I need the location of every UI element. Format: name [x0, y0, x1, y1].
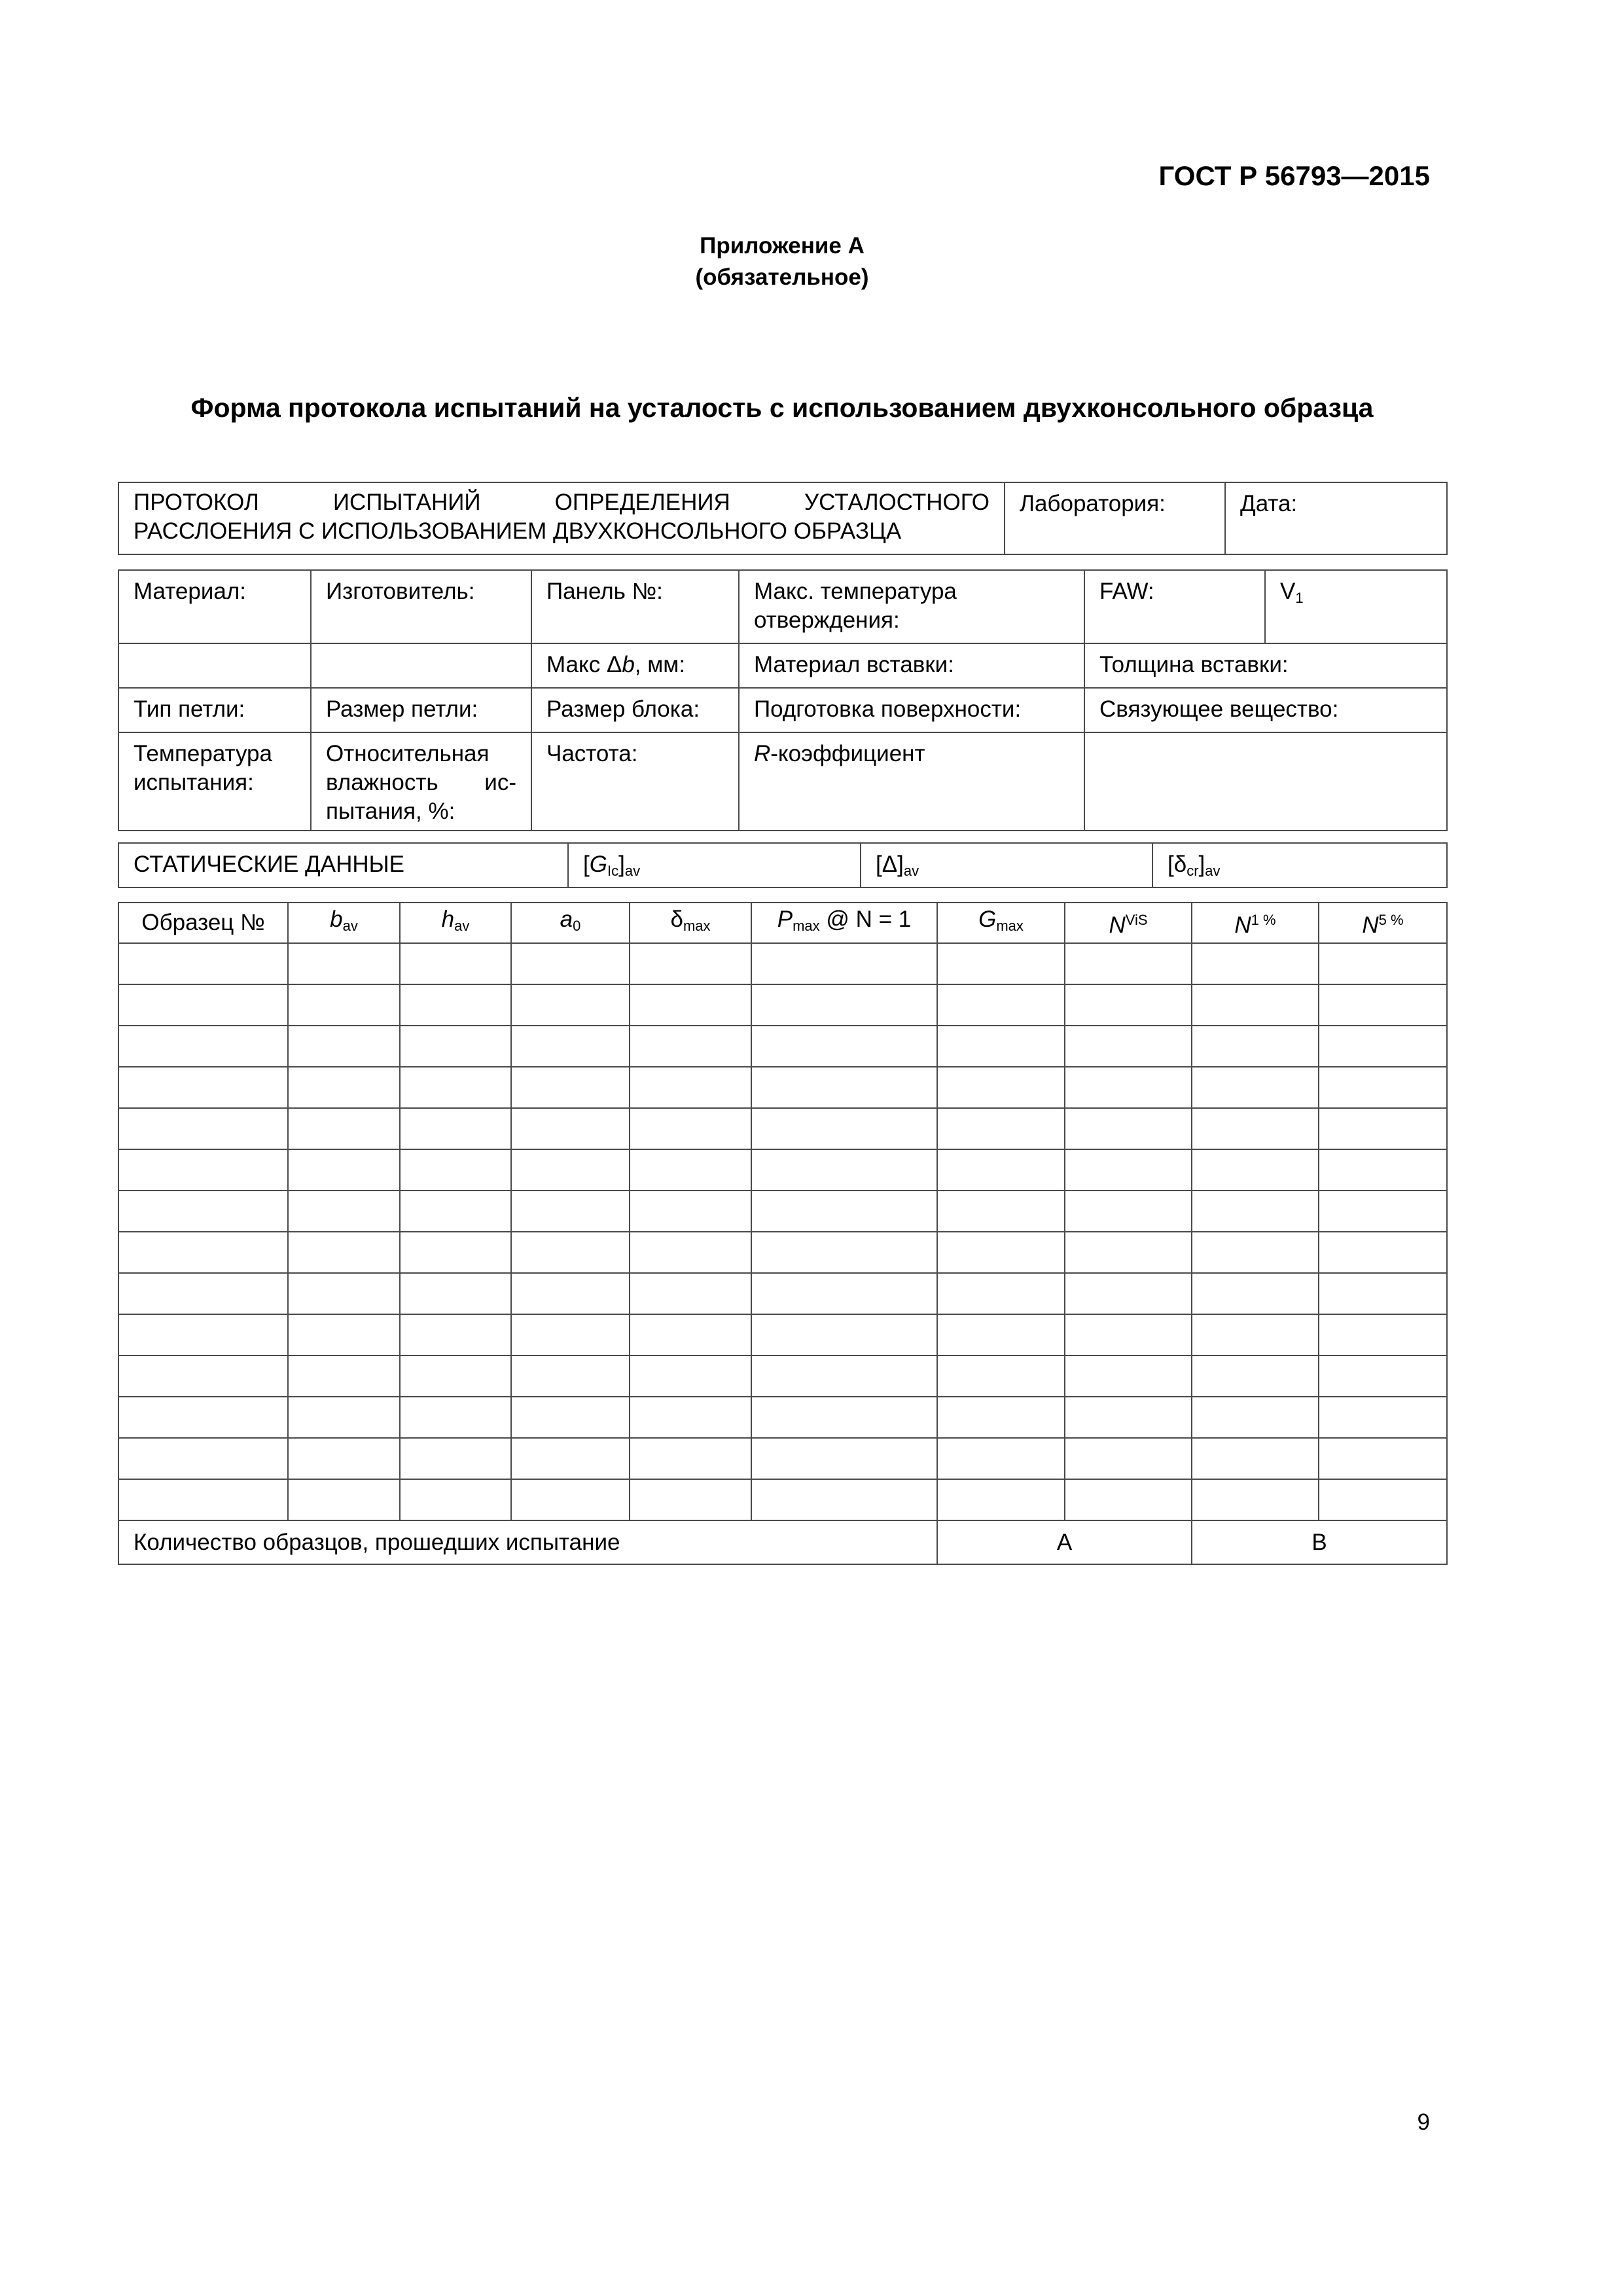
bracket-close: ] [1198, 852, 1205, 877]
specimen-cell[interactable] [118, 1273, 288, 1314]
delta-cr-av-field[interactable] [1152, 843, 1447, 888]
specimen-cell[interactable] [1192, 1273, 1319, 1314]
specimen-cell[interactable] [511, 984, 630, 1026]
specimen-cell[interactable] [937, 1149, 1065, 1191]
specimen-cell[interactable] [630, 1438, 751, 1479]
specimen-cell[interactable] [751, 1191, 937, 1232]
n-variable: N [1109, 912, 1126, 938]
specimen-row [118, 1355, 1447, 1397]
specimen-cell[interactable] [937, 1355, 1065, 1397]
specimen-cell[interactable] [630, 1108, 751, 1149]
specimen-row [118, 1273, 1447, 1314]
v1-label: V [1280, 579, 1296, 604]
col-b-av [288, 903, 400, 943]
specimen-cell[interactable] [1319, 1026, 1447, 1067]
col-delta-max [630, 903, 751, 943]
n-variable: N [1234, 912, 1251, 938]
specimen-cell[interactable] [1065, 1191, 1192, 1232]
specimens-footer-row [118, 1520, 1447, 1564]
specimen-cell[interactable] [1192, 1067, 1319, 1108]
appendix-type: (обязательное) [695, 264, 869, 290]
specimen-cell[interactable] [288, 1149, 400, 1191]
specimen-cell[interactable] [751, 1273, 937, 1314]
specimen-cell[interactable] [937, 943, 1065, 984]
av-subscript: av [624, 863, 641, 879]
v1-field[interactable] [1265, 570, 1447, 643]
specimen-cell[interactable] [751, 1067, 937, 1108]
specimen-cell[interactable] [288, 1273, 400, 1314]
g-variable: G [978, 906, 997, 932]
col-a0 [511, 903, 630, 943]
specimen-cell[interactable] [1192, 943, 1319, 984]
specimen-row [118, 1191, 1447, 1232]
specimen-cell[interactable] [511, 1108, 630, 1149]
hinge-type-field[interactable]: Тип петли: [118, 688, 311, 732]
form-title: Форма протокола испытаний на усталость с использованием двухконсольного образца [190, 393, 1374, 423]
block-size-field[interactable]: Размер блока: [531, 688, 739, 732]
h-subscript: av [454, 918, 470, 934]
av-subscript: av [1205, 863, 1221, 879]
empty-cell[interactable] [118, 643, 311, 688]
appendix-heading [0, 230, 1564, 293]
specimen-cell[interactable] [937, 1438, 1065, 1479]
v1-subscript: 1 [1295, 590, 1304, 606]
specimen-cell[interactable] [400, 1149, 511, 1191]
hinge-size-field[interactable]: Размер петли: [311, 688, 531, 732]
specimen-cell[interactable] [751, 1314, 937, 1355]
delta-bracket: [Δ] [876, 852, 904, 877]
specimen-cell[interactable] [1065, 1026, 1192, 1067]
specimen-cell[interactable] [288, 1232, 400, 1273]
panel-number-field[interactable]: Панель №: [531, 570, 739, 643]
specimen-row [118, 1067, 1447, 1108]
specimen-cell[interactable] [751, 1108, 937, 1149]
manufacturer-field[interactable]: Изготовитель: [311, 570, 531, 643]
specimen-row [118, 943, 1447, 984]
specimen-cell[interactable] [937, 1479, 1065, 1520]
specimen-cell[interactable] [751, 1479, 937, 1520]
specimen-cell[interactable] [400, 1355, 511, 1397]
g-subscript: max [996, 918, 1024, 934]
specimen-cell[interactable] [1319, 1232, 1447, 1273]
protocol-header-table [118, 482, 1448, 555]
specimen-cell[interactable] [1319, 984, 1447, 1026]
specimen-cell[interactable] [1319, 1355, 1447, 1397]
max-delta-b-prefix: Макс Δ [546, 652, 622, 677]
col-h-av [400, 903, 511, 943]
specimen-cell[interactable] [630, 1232, 751, 1273]
specimen-cell[interactable] [1319, 1191, 1447, 1232]
col-specimen-no: Образец № [118, 903, 288, 943]
specimen-cell[interactable] [118, 1191, 288, 1232]
specimen-cell[interactable] [118, 1355, 288, 1397]
specimen-cell[interactable] [511, 1314, 630, 1355]
insert-material-field[interactable]: Материал вставки: [739, 643, 1084, 688]
specimen-cell[interactable] [937, 1067, 1065, 1108]
specimen-cell[interactable] [288, 1479, 400, 1520]
specimen-cell[interactable] [630, 1067, 751, 1108]
specimen-cell[interactable] [511, 1479, 630, 1520]
specimen-cell[interactable] [937, 1397, 1065, 1438]
specimen-cell[interactable] [288, 1191, 400, 1232]
specimen-cell[interactable] [288, 1355, 400, 1397]
specimen-cell[interactable] [1065, 1438, 1192, 1479]
specimen-row [118, 984, 1447, 1026]
protocol-title-line2: РАССЛОЕНИЯ С ИСПОЛЬЗОВАНИЕМ ДВУХКОНСОЛЬНОГО ОБРАЗЦА [134, 518, 902, 544]
specimen-cell[interactable] [118, 1232, 288, 1273]
specimen-cell[interactable] [1065, 1149, 1192, 1191]
n-variable: N [1362, 912, 1379, 938]
specimen-cell[interactable] [1065, 1273, 1192, 1314]
specimen-cell[interactable] [288, 1438, 400, 1479]
specimen-cell[interactable] [1319, 1438, 1447, 1479]
specimen-row [118, 1149, 1447, 1191]
r-ratio-field[interactable] [739, 732, 1084, 831]
delta-av-field[interactable] [861, 843, 1152, 888]
relative-humidity-field[interactable] [311, 732, 531, 831]
protocol-title-line1: ПРОТОКОЛ ИСПЫТАНИЙ ОПРЕДЕЛЕНИЯ УСТАЛОСТНОГО [134, 490, 990, 515]
col-n-1pct [1192, 903, 1319, 943]
specimen-cell[interactable] [1319, 1067, 1447, 1108]
specimen-row [118, 1438, 1447, 1479]
specimen-row [118, 1026, 1447, 1067]
specimen-cell[interactable] [1065, 984, 1192, 1026]
specimen-cell[interactable] [1192, 1438, 1319, 1479]
av-subscript: av [903, 863, 919, 879]
col-g-max [937, 903, 1065, 943]
specimen-cell[interactable] [288, 984, 400, 1026]
specimen-cell[interactable] [751, 1026, 937, 1067]
specimen-cell[interactable] [937, 984, 1065, 1026]
specimen-cell[interactable] [1319, 1314, 1447, 1355]
specimens-passed-label: Количество образцов, прошедших испытание [118, 1520, 937, 1564]
specimen-cell[interactable] [630, 1397, 751, 1438]
specimen-cell[interactable] [1065, 943, 1192, 984]
test-parameters-table [118, 569, 1448, 831]
surface-preparation-field[interactable]: Подготовка поверхности: [739, 688, 1084, 732]
page-number: 9 [1417, 2109, 1430, 2135]
standard-code: ГОСТ Р 56793—2015 [1158, 160, 1430, 191]
specimen-cell[interactable] [751, 1397, 937, 1438]
specimen-cell[interactable] [400, 1397, 511, 1438]
specimen-cell[interactable] [630, 984, 751, 1026]
specimen-cell[interactable] [118, 943, 288, 984]
p-variable: P [777, 906, 793, 932]
max-cure-temperature-field[interactable]: Макс. температура отверждения: [739, 570, 1084, 643]
delta-cr-open: [δ [1168, 852, 1187, 877]
specimen-cell[interactable] [1192, 1149, 1319, 1191]
specimen-cell[interactable] [1065, 1067, 1192, 1108]
specimens-table [118, 902, 1448, 1565]
max-delta-b-suffix: , мм: [634, 652, 686, 677]
specimen-cell[interactable] [751, 1149, 937, 1191]
binder-field[interactable]: Связующее вещество: [1084, 688, 1447, 732]
relative-humidity-line3: пытания, %: [326, 798, 455, 824]
specimen-cell[interactable] [118, 1149, 288, 1191]
p-suffix: @ N = 1 [819, 906, 912, 932]
specimen-cell[interactable] [1192, 1397, 1319, 1438]
col-n-5pct [1319, 903, 1447, 943]
specimen-cell[interactable] [511, 1273, 630, 1314]
specimen-cell[interactable] [630, 1355, 751, 1397]
faw-field[interactable]: FAW: [1084, 570, 1265, 643]
specimen-cell[interactable] [400, 1438, 511, 1479]
max-delta-b-field[interactable] [531, 643, 739, 688]
h-variable: h [441, 906, 455, 932]
specimen-cell[interactable] [1192, 984, 1319, 1026]
delta-variable: δ [670, 906, 683, 932]
static-data-table [118, 842, 1448, 888]
specimen-cell[interactable] [511, 1232, 630, 1273]
max-delta-b-variable: b [622, 652, 635, 677]
g-ic-av-field[interactable] [568, 843, 861, 888]
specimen-cell[interactable] [1065, 1314, 1192, 1355]
specimen-cell[interactable] [751, 943, 937, 984]
cr-subscript: cr [1186, 863, 1199, 879]
specimen-cell[interactable] [288, 943, 400, 984]
specimen-cell[interactable] [630, 1149, 751, 1191]
specimen-cell[interactable] [118, 1397, 288, 1438]
specimen-cell[interactable] [751, 984, 937, 1026]
specimen-cell[interactable] [1065, 1108, 1192, 1149]
specimen-cell[interactable] [400, 1026, 511, 1067]
specimen-cell[interactable] [400, 1314, 511, 1355]
specimens-passed-a[interactable]: А [937, 1520, 1192, 1564]
b-variable: b [330, 906, 343, 932]
p-subscript: max [793, 918, 820, 934]
n-5pct-superscript: 5 % [1378, 912, 1404, 928]
specimen-cell[interactable] [511, 1355, 630, 1397]
specimen-cell[interactable] [751, 1438, 937, 1479]
specimen-cell[interactable] [118, 1314, 288, 1355]
n-1pct-superscript: 1 % [1251, 912, 1276, 928]
specimen-cell[interactable] [1192, 1232, 1319, 1273]
date-field[interactable]: Дата: [1225, 482, 1447, 554]
specimen-cell[interactable] [400, 1232, 511, 1273]
specimen-cell[interactable] [630, 1479, 751, 1520]
material-field[interactable]: Материал: [118, 570, 311, 643]
specimen-cell[interactable] [937, 1314, 1065, 1355]
insert-thickness-field[interactable]: Толщина вставки: [1084, 643, 1447, 688]
specimen-cell[interactable] [511, 1397, 630, 1438]
test-temperature-field[interactable]: Температура испытания: [118, 732, 311, 831]
specimen-cell[interactable] [511, 1191, 630, 1232]
specimen-cell[interactable] [511, 1438, 630, 1479]
r-ratio-suffix: -коэффициент [770, 741, 925, 766]
specimen-cell[interactable] [1319, 1479, 1447, 1520]
specimen-cell[interactable] [400, 1108, 511, 1149]
specimen-cell[interactable] [937, 1191, 1065, 1232]
specimen-cell[interactable] [400, 1067, 511, 1108]
bracket-open: [ [583, 852, 590, 877]
specimen-cell[interactable] [400, 1273, 511, 1314]
a-variable: a [560, 906, 573, 932]
specimen-cell[interactable] [1319, 1108, 1447, 1149]
specimen-cell[interactable] [630, 1026, 751, 1067]
specimen-cell[interactable] [1065, 1397, 1192, 1438]
relative-humidity-line2: влажность ис- [326, 770, 516, 795]
specimen-row [118, 1314, 1447, 1355]
specimen-cell[interactable] [937, 1026, 1065, 1067]
specimen-cell[interactable] [1192, 1191, 1319, 1232]
specimen-cell[interactable] [937, 1108, 1065, 1149]
specimen-cell[interactable] [1065, 1355, 1192, 1397]
col-p-max [751, 903, 937, 943]
specimen-cell[interactable] [630, 1273, 751, 1314]
specimen-cell[interactable] [751, 1232, 937, 1273]
specimen-cell[interactable] [118, 1026, 288, 1067]
specimen-cell[interactable] [1319, 943, 1447, 984]
specimen-cell[interactable] [1319, 1397, 1447, 1438]
specimens-passed-b[interactable]: В [1192, 1520, 1447, 1564]
specimen-cell[interactable] [630, 1314, 751, 1355]
specimen-cell[interactable] [118, 1438, 288, 1479]
specimen-cell[interactable] [1192, 1314, 1319, 1355]
g-variable: G [589, 852, 607, 877]
relative-humidity-line1: Относительная [326, 741, 490, 766]
specimen-cell[interactable] [118, 1108, 288, 1149]
r-ratio-variable: R [754, 741, 771, 766]
n-vis-superscript: ViS [1125, 912, 1148, 928]
empty-cell[interactable] [311, 643, 531, 688]
specimen-cell[interactable] [1192, 1355, 1319, 1397]
col-n-vis [1065, 903, 1192, 943]
specimen-cell[interactable] [288, 1067, 400, 1108]
specimen-cell[interactable] [1319, 1149, 1447, 1191]
bracket-close: ] [618, 852, 625, 877]
specimen-cell[interactable] [400, 943, 511, 984]
g-ic-subscript: Ic [607, 863, 619, 879]
b-subscript: av [342, 918, 358, 934]
specimen-cell[interactable] [630, 1191, 751, 1232]
static-data-label: СТАТИЧЕСКИЕ ДАННЫЕ [118, 843, 568, 888]
specimen-row [118, 1479, 1447, 1520]
specimen-row [118, 1108, 1447, 1149]
specimen-cell[interactable] [288, 1314, 400, 1355]
specimen-cell[interactable] [1065, 1232, 1192, 1273]
frequency-field[interactable]: Частота: [531, 732, 739, 831]
laboratory-field[interactable]: Лаборатория: [1005, 482, 1225, 554]
specimen-cell[interactable] [937, 1232, 1065, 1273]
specimen-cell[interactable] [630, 943, 751, 984]
specimen-cell[interactable] [1065, 1479, 1192, 1520]
specimen-cell[interactable] [511, 1149, 630, 1191]
specimen-cell[interactable] [288, 1108, 400, 1149]
specimen-cell[interactable] [288, 1397, 400, 1438]
specimen-cell[interactable] [511, 943, 630, 984]
protocol-title-cell [118, 482, 1005, 554]
specimen-cell[interactable] [118, 1479, 288, 1520]
specimen-cell[interactable] [937, 1273, 1065, 1314]
specimen-cell[interactable] [1319, 1273, 1447, 1314]
specimen-cell[interactable] [400, 984, 511, 1026]
specimen-cell[interactable] [400, 1479, 511, 1520]
appendix-title: Приложение А [700, 233, 865, 259]
specimen-cell[interactable] [118, 1067, 288, 1108]
empty-cell[interactable] [1084, 732, 1447, 831]
specimens-header-row [118, 903, 1447, 943]
specimen-row [118, 1232, 1447, 1273]
specimen-cell[interactable] [1192, 1479, 1319, 1520]
specimen-row [118, 1397, 1447, 1438]
specimen-cell[interactable] [1192, 1026, 1319, 1067]
delta-subscript: max [683, 918, 711, 934]
specimen-cell[interactable] [511, 1026, 630, 1067]
specimen-cell[interactable] [400, 1191, 511, 1232]
specimen-cell[interactable] [1192, 1108, 1319, 1149]
specimen-cell[interactable] [751, 1355, 937, 1397]
a-subscript: 0 [573, 918, 581, 934]
specimen-cell[interactable] [288, 1026, 400, 1067]
specimen-cell[interactable] [511, 1067, 630, 1108]
specimen-cell[interactable] [118, 984, 288, 1026]
